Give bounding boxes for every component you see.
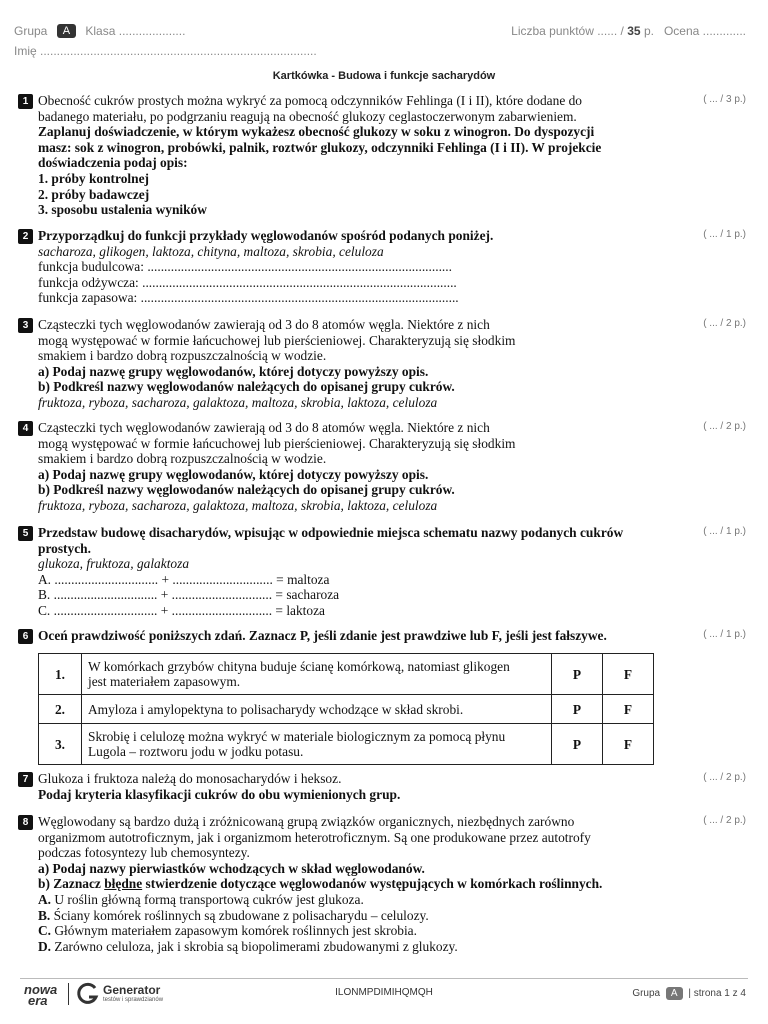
q1-line: 3. sposobu ustalenia wyników (38, 202, 207, 218)
q8-option-c (38, 923, 678, 939)
option-text: U roślin główną formą transportową cukrów jest glukoza. (54, 891, 364, 907)
statement-line: Skrobię i celulozę można wykryć w materiale biologicznym za pomocą płynu (88, 729, 506, 744)
q1-line: Zaplanuj doświadczenie, w którym wykażesz obecność glukozy w soku z winogron. Do dyspozycji (38, 124, 595, 140)
generator-title: Generator (103, 983, 161, 997)
q2-answer-line: funkcja odżywcza: .............................................................................................. (38, 274, 457, 290)
footer-group-badge: A (666, 987, 683, 1000)
points-unit: p. (643, 24, 654, 38)
statement (82, 724, 552, 765)
question-number: 5 (18, 526, 33, 541)
class-field: Klasa .................... (85, 24, 186, 38)
page-number: | strona 1 z 4 (688, 988, 746, 999)
false-option[interactable]: F (603, 695, 654, 724)
group-label: Grupa (14, 24, 48, 38)
q8-line: organizmom autotroficznym, jak i organizmom heterotroficznym. Są one produkowane przez autotrofy (38, 829, 591, 845)
q3-line: Cząsteczki tych węglowodanów zawierają od 3 do 8 atomów węgla. Niektóre z nich (38, 317, 490, 332)
true-option[interactable]: P (552, 724, 603, 765)
q8-line (38, 876, 678, 892)
question-number: 1 (18, 94, 33, 109)
group-badge: A (57, 24, 76, 38)
question-7 (18, 771, 678, 802)
q3-line: b) Podkreśl nazwy węglowodanów należących do opisanej grupy cukrów. (38, 379, 455, 395)
header-group-class (14, 24, 185, 38)
q1-points: ( ... / 3 p.) (703, 94, 746, 105)
question-number: 7 (18, 772, 33, 787)
question-2 (18, 228, 678, 306)
q4-line: Cząsteczki tych węglowodanów zawierają od 3 do 8 atomów węgla. Niektóre z nich (38, 420, 490, 435)
q8-option-b (38, 908, 678, 924)
true-option[interactable]: P (552, 695, 603, 724)
q8-line: a) Podaj nazwy pierwiastków wchodzących w skład węglowodanów. (38, 860, 425, 876)
question-number: 8 (18, 815, 33, 830)
true-option[interactable]: P (552, 654, 603, 695)
false-option[interactable]: F (603, 724, 654, 765)
q4-options: fruktoza, ryboza, sacharoza, galaktoza, maltoza, skrobia, laktoza, celuloza (38, 497, 438, 513)
q1-line: 1. próby kontrolnej (38, 170, 149, 186)
q3-options: fruktoza, ryboza, sacharoza, galaktoza, maltoza, skrobia, laktoza, celuloza (38, 394, 438, 410)
statement (82, 695, 552, 724)
q7-points: ( ... / 2 p.) (703, 772, 746, 783)
option-text: Głównym materiałem zapasowym komórek roślinnych jest skrobia. (54, 923, 417, 939)
q2-line: Przyporządkuj do funkcji przykłady węglowodanów spośród podanych poniżej. (38, 228, 494, 243)
logo-text-era: era (28, 993, 48, 1008)
generator-subtitle: testów i sprawdzianów (103, 997, 164, 1003)
q7-line: Glukoza i fruktoza należą do monosacharydów i heksoz. (38, 771, 342, 786)
question-3 (18, 317, 678, 411)
q8-b-underlined: błędne (104, 876, 143, 892)
q5-line: prostych. (38, 540, 91, 556)
test-code: ILONMPDIMIHQMQH (335, 987, 433, 998)
q2-points: ( ... / 1 p.) (703, 229, 746, 240)
statement-line: jest materiałem zapasowym. (88, 674, 241, 689)
q5-options: glukoza, fruktoza, galaktoza (38, 556, 190, 572)
name-field: Imię ................................................................................... (14, 44, 317, 58)
q8-line: podczas fotosyntezy lub chemosyntezy. (38, 845, 250, 861)
table-row (39, 695, 654, 724)
option-text: Ściany komórek roślinnych są zbudowane z polisacharydu – celulozy. (53, 907, 429, 923)
row-number: 2. (39, 695, 82, 724)
grade-field: Ocena ............. (663, 24, 746, 38)
q4-line: b) Podkreśl nazwy węglowodanów należących do opisanej grupy cukrów. (38, 482, 455, 498)
statement-line: Amyloza i amylopektyna to polisacharydy wchodzące w skład skrobi. (88, 701, 464, 717)
q5-line: Przedstaw budowę disacharydów, wpisując w odpowiednie miejsca schematu nazwy podanych cukrów (38, 525, 624, 540)
q5-scheme-line: B. ............................... + .............................. = sacharoza (38, 587, 340, 603)
option-letter: D. (38, 938, 52, 954)
question-number: 4 (18, 421, 33, 436)
q8-b-prefix: b) Zaznacz (38, 876, 101, 892)
statement-line: Lugola – roztworu jodu w jodku potasu. (88, 744, 304, 759)
q4-line: mogą występować w formie łańcuchowej lub pierścieniowej. Charakteryzują się słodkim (38, 435, 516, 451)
q4-line: a) Podaj nazwę grupy węglowodanów, której dotyczy powyższy opis. (38, 466, 429, 482)
question-number: 3 (18, 318, 33, 333)
row-number: 1. (39, 654, 82, 695)
q5-scheme-line: A. ............................... + .............................. = maltoza (38, 571, 330, 587)
question-5 (18, 525, 678, 619)
q3-line: smakiem i bardzo dobrą rozpuszczalnością w wodzie. (38, 348, 327, 364)
option-letter: C. (38, 923, 52, 939)
points-label: Liczba punktów ...... / (511, 24, 624, 38)
option-letter: B. (38, 907, 51, 923)
q5-points: ( ... / 1 p.) (703, 526, 746, 537)
false-option[interactable]: F (603, 654, 654, 695)
q1-line: badanego materiału, po podgrzaniu reagują na obecność glukozy ceglastoczerwonym zabarwieniem. (38, 108, 577, 124)
q1-line: 2. próby badawczej (38, 186, 150, 202)
q5-scheme-line: C. ............................... + .............................. = laktoza (38, 602, 325, 618)
statement (82, 654, 552, 695)
q2-answer-line: funkcja budulcowa: ........................................................................................... (38, 259, 452, 275)
table-row (39, 654, 654, 695)
option-text: Zarówno celuloza, jak i skrobia są biopolimerami zbudowanymi z glukozy. (54, 938, 458, 954)
question-number: 2 (18, 229, 33, 244)
q6-line: Oceń prawdziwość poniższych zdań. Zaznacz P, jeśli zdanie jest prawdziwe lub F, jeśli jest fałszywe. (38, 628, 607, 643)
q8-b-suffix: stwierdzenie dotyczące węglowodanów występujących w komórkach roślinnych. (145, 876, 603, 892)
q3-line: a) Podaj nazwę grupy węglowodanów, której dotyczy powyższy opis. (38, 363, 429, 379)
true-false-table (38, 653, 654, 765)
page-info (632, 987, 746, 1000)
page-title: Kartkówka - Budowa i funkcje sacharydów (272, 70, 496, 82)
row-number: 3. (39, 724, 82, 765)
logo-text-nowa: nowa (24, 982, 58, 997)
q4-points: ( ... / 2 p.) (703, 421, 746, 432)
q7-line: Podaj kryteria klasyfikacji cukrów do obu wymienionych grup. (38, 786, 401, 802)
question-4 (18, 420, 678, 514)
question-1 (18, 93, 678, 218)
q2-answer-line: funkcja zapasowa: ............................................................................................... (38, 290, 459, 306)
q4-line: smakiem i bardzo dobrą rozpuszczalnością w wodzie. (38, 451, 327, 467)
q8-option-a (38, 892, 678, 908)
q3-points: ( ... / 2 p.) (703, 318, 746, 329)
question-number: 6 (18, 629, 33, 644)
statement-line: W komórkach grzybów chityna buduje ścianę komórkową, natomiast glikogen (88, 659, 510, 674)
footer-group-label: Grupa (632, 988, 661, 999)
question-8 (18, 814, 678, 954)
q1-line: doświadczenia podaj opis: (38, 155, 188, 171)
q8-points: ( ... / 2 p.) (703, 815, 746, 826)
table-row (39, 724, 654, 765)
q3-line: mogą występować w formie łańcuchowej lub pierścieniowej. Charakteryzują się słodkim (38, 332, 516, 348)
q8-option-d (38, 939, 678, 955)
q1-line: Obecność cukrów prostych można wykryć za pomocą odczynników Fehlinga (I i II), które dodane do (38, 93, 583, 108)
header-points (511, 24, 746, 38)
option-letter: A. (38, 891, 52, 907)
footer-divider (20, 978, 748, 979)
question-6 (18, 628, 678, 644)
q6-points: ( ... / 1 p.) (703, 629, 746, 640)
q1-line: masz: sok z winogron, probówki, palnik, roztwór glukozy, odczynniki Fehlinga (I i II). W projekcie (38, 139, 602, 155)
q8-line: Węglowodany są bardzo dużą i zróżnicowaną grupą związków organicznych, niezbędnych zarówno (38, 814, 575, 829)
points-max: 35 (627, 24, 641, 38)
q2-options: sacharoza, glikogen, laktoza, chityna, maltoza, skrobia, celuloza (38, 243, 384, 259)
